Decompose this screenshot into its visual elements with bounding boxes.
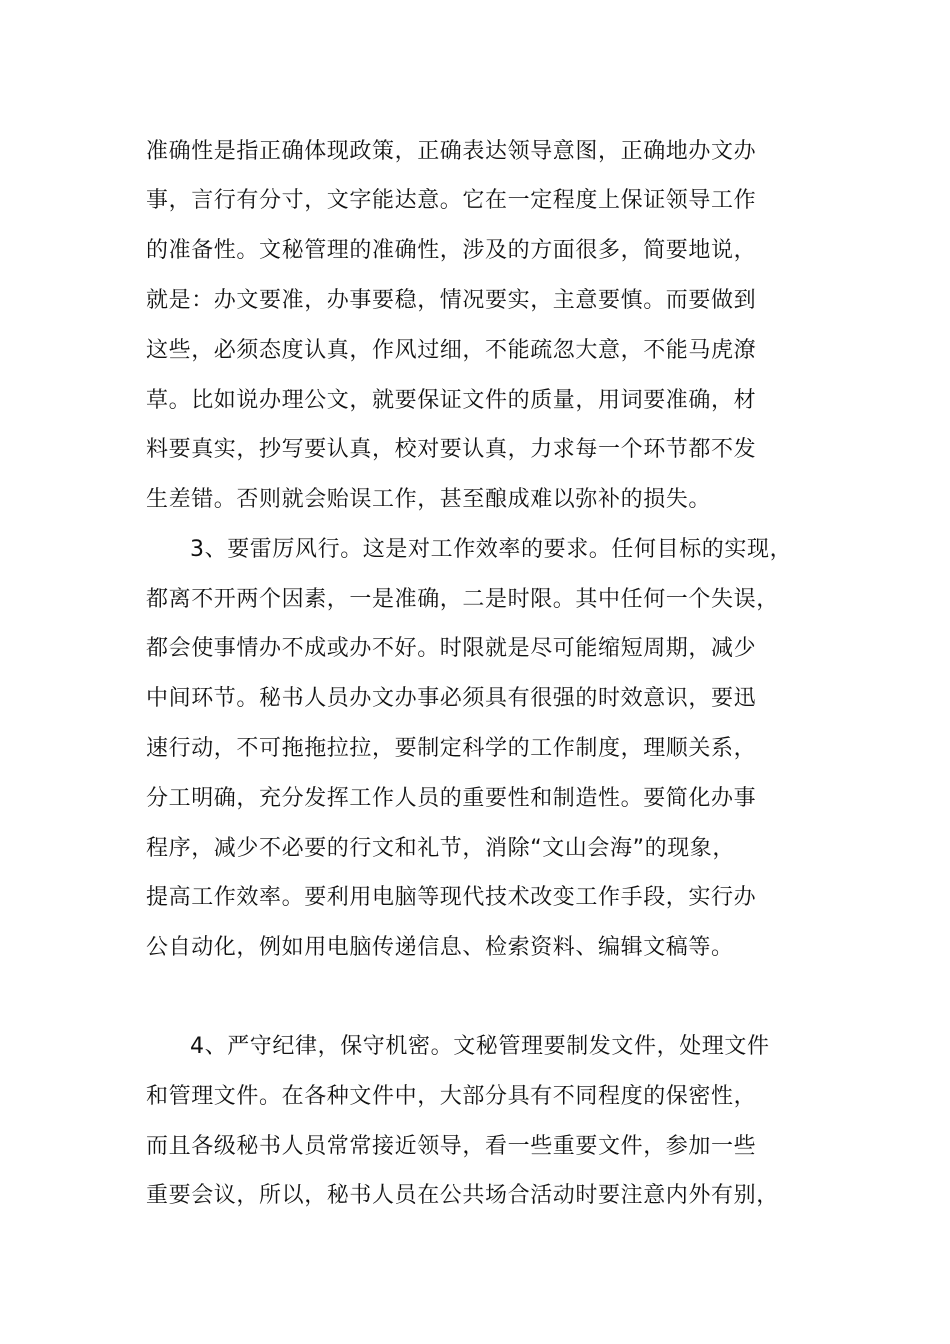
body-text-line: 公自动化，例如用电脑传递信息、检索资料、编辑文稿等。 (146, 935, 734, 960)
section-3-heading-line: 3、要雷厉风行。这是对工作效率的要求。任何目标的实现， (190, 537, 793, 562)
body-text-line: 分工明确，充分发挥工作人员的重要性和制造性。要简化办事 (146, 786, 757, 811)
body-text-line: 提高工作效率。要利用电脑等现代技术改变工作手段，实行办 (146, 885, 757, 910)
body-text-line: 事，言行有分寸，文字能达意。它在一定程度上保证领导工作 (146, 188, 757, 213)
body-text-line: 而且各级秘书人员常常接近领导，看一些重要文件，参加一些 (146, 1134, 757, 1159)
body-text-line: 草。比如说办理公文，就要保证文件的质量，用词要准确，材 (146, 388, 757, 413)
body-text-line: 这些，必须态度认真，作风过细，不能疏忽大意，不能马虎潦 (146, 338, 757, 363)
body-text-line: 都会使事情办不成或办不好。时限就是尽可能缩短周期，减少 (146, 636, 757, 661)
body-text-line: 重要会议，所以，秘书人员在公共场合活动时要注意内外有别， (146, 1183, 779, 1208)
body-text-line: 程序，减少不必要的行文和礼节，消除“文山会海”的现象， (146, 836, 735, 861)
body-text-line: 和管理文件。在各种文件中，大部分具有不同程度的保密性， (146, 1084, 757, 1109)
body-text-line: 中间环节。秘书人员办文办事必须具有很强的时效意识，要迅 (146, 686, 757, 711)
body-text-line: 速行动，不可拖拖拉拉，要制定科学的工作制度，理顺关系， (146, 736, 757, 761)
body-text-line: 就是：办文要准，办事要稳，情况要实，主意要慎。而要做到 (146, 288, 757, 313)
body-text-line: 生差错。否则就会贻误工作，甚至酿成难以弥补的损失。 (146, 487, 712, 512)
body-text-line: 的准备性。文秘管理的准确性，涉及的方面很多，简要地说， (146, 238, 757, 263)
body-text-line: 都离不开两个因素，一是准确，二是时限。其中任何一个失误， (146, 587, 779, 612)
body-text-line: 准确性是指正确体现政策，正确表达领导意图，正确地办文办 (146, 139, 757, 164)
section-4-heading-line: 4、严守纪律，保守机密。文秘管理要制发文件，处理文件 (190, 1034, 770, 1059)
body-text-line: 料要真实，抄写要认真，校对要认真，力求每一个环节都不发 (146, 437, 757, 462)
